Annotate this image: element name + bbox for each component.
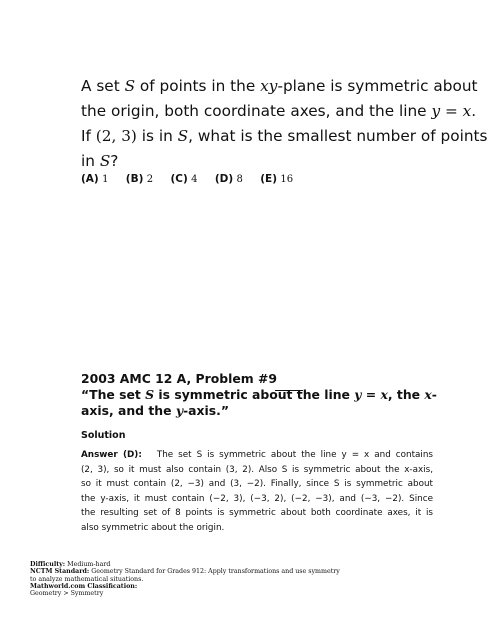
- answer-choices: [81, 173, 307, 185]
- answer-label: Answer (D):: [81, 450, 142, 460]
- source-heading: [81, 371, 437, 419]
- problem-line-3: If (2, 3) is in S, what is the smallest number of points: [81, 127, 488, 145]
- choice-d: (D) 8: [214, 173, 243, 185]
- choice-e: (E) 16: [260, 173, 294, 185]
- solution-heading: Solution: [81, 430, 126, 441]
- source-title: 2003 AMC 12 A, Problem #9: [81, 371, 277, 386]
- choice-a: (A) 1: [81, 173, 109, 185]
- difficulty-line: Difficulty: Medium-hard: [30, 561, 111, 568]
- metadata-footer: [30, 561, 450, 597]
- classification-value: Geometry > Symmetry: [30, 590, 104, 598]
- standard-line-2: to analyze mathematical situations.: [30, 575, 144, 583]
- math-xy: xy: [260, 77, 278, 95]
- math-set-s: S: [124, 77, 136, 95]
- choice-b: (B) 2: [125, 173, 154, 185]
- math-point: (2, 3): [95, 127, 137, 145]
- math-line-eq: y = x: [431, 102, 472, 120]
- solution-text: Answer (D): The set S is symmetric about the line y = x and contains (2, 3), so it must also contain (3, 2). Also S is symmetric about the x-axis, so it must contain (2, −3) and (3, −2). Finally, since S is symmetric about the y-axis, it must contain (−2, 3), (−3, 2), (−2, −3), and (−3, −2). Since the resulting set of 8 points is symmetric about both coordinate axes, it is also symmetric about the origin.: [81, 450, 434, 533]
- problem-line-1: A set S of points in the xy-plane is symmetric about: [81, 77, 478, 95]
- problem-statement: [81, 74, 488, 174]
- choice-c: (C) 4: [170, 173, 198, 185]
- math-set-s: S: [99, 152, 111, 170]
- problem-line-4: in S?: [81, 152, 119, 170]
- math-set-s: S: [177, 127, 189, 145]
- classification-label: Mathworld.com Classification:: [30, 582, 138, 590]
- problem-line-2: the origin, both coordinate axes, and the line y = x.: [81, 102, 477, 120]
- source-quote: “The set S is symmetric about the line y = x, the x- axis, and the y-axis.”: [81, 387, 437, 418]
- standard-line: NCTM Standard: Geometry Standard for Grades 912: Apply transformations and use symmetry: [30, 568, 340, 576]
